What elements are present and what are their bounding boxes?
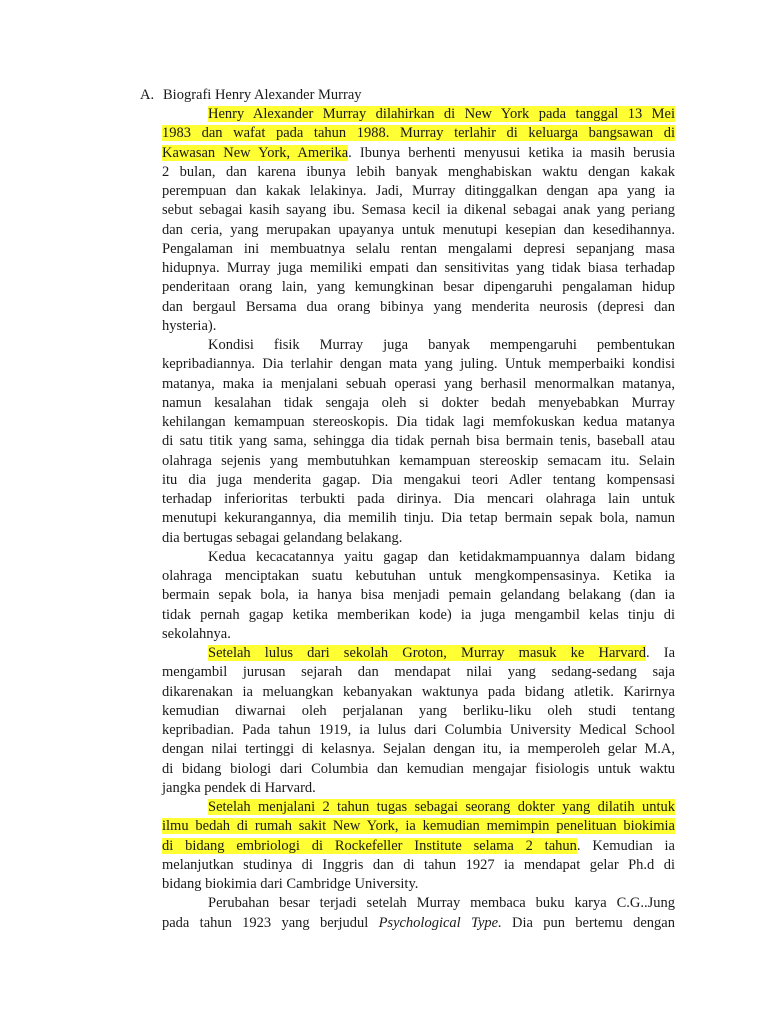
text-line <box>162 798 675 817</box>
highlighted-text: Setelah menjalani 2 tahun tugas sebagai seorang dokter yang dilatih untuk <box>208 799 675 815</box>
text-line <box>162 606 675 625</box>
text-line <box>162 837 675 856</box>
text-segment: penderitaan orang lain, yang kemungkinan besar dipengaruhi pengalaman hidup <box>162 279 675 296</box>
text-segment: 2 bulan, dan karena ibunya lebih banyak menghabiskan waktu dengan kakak <box>162 163 675 180</box>
text-line <box>162 317 675 336</box>
text-segment: sebut sebagai kasih sayang ibu. Semasa kecil ia dikenal sebagai anak yang periang <box>162 202 675 219</box>
text-segment: pada tahun 1923 yang berjudul <box>162 914 379 931</box>
text-line <box>162 817 675 836</box>
text-line <box>162 875 675 894</box>
text-line <box>162 702 675 721</box>
text-segment: Kedua kecacatannya yaitu gagap dan ketidakmampuannya dalam bidang <box>208 548 675 565</box>
text-line <box>162 663 675 682</box>
text-line <box>162 432 675 451</box>
highlighted-text: di bidang embriologi di Rockefeller Institute selama 2 tahun <box>162 837 577 854</box>
text-segment: namun kesalahan tidak sengaja oleh si dokter bedah menyebabkan Murray <box>162 394 675 411</box>
text-line <box>162 201 675 220</box>
text-line <box>162 779 675 798</box>
text-segment: . Ibunya berhenti menyusui ketika ia masih berusia <box>348 144 676 161</box>
text-line <box>162 683 675 702</box>
highlighted-text: 1983 dan wafat pada tahun 1988. Murray terlahir di keluarga bangsawan di <box>162 125 675 142</box>
text-segment: di satu titik yang sama, sehingga dia tidak pernah bisa bermain tenis, baseball atau <box>162 433 675 450</box>
text-line <box>162 105 675 124</box>
section-number: A. <box>140 87 155 103</box>
text-segment: dan ceria, yang merupakan upayanya untuk menutupi kesepian dan kesedihannya. <box>162 221 675 238</box>
section-title: Biografi Henry Alexander Murray <box>163 87 362 103</box>
text-segment: sekolahnya. <box>162 625 231 642</box>
text-line <box>162 413 675 432</box>
text-line <box>162 740 675 759</box>
text-segment: melanjutkan studinya di Inggris dan di tahun 1927 ia mendapat gelar Ph.d di <box>162 856 675 873</box>
text-line <box>162 471 675 490</box>
text-line <box>162 721 675 740</box>
text-segment: itu dia juga menderita gagap. Dia mengakui teori Adler tentang kompensasi <box>162 471 675 488</box>
text-segment: kepribadian. Pada tahun 1919, ia lulus dari Columbia University Medical School <box>162 722 675 738</box>
text-segment: Perubahan besar terjadi setelah Murray membaca buku karya C.G..Jung <box>208 895 675 912</box>
body-text <box>162 105 675 933</box>
text-line <box>162 182 675 201</box>
text-segment: bermain sepak bola, ia hanya bisa menjadi pemain gelandang belakang (dan ia <box>162 587 675 604</box>
text-segment: bidang biokimia dari Cambridge University. <box>162 876 419 892</box>
text-line <box>162 259 675 278</box>
text-line <box>162 856 675 875</box>
text-segment: . Kemudian ia <box>576 837 675 854</box>
text-line <box>162 894 675 913</box>
highlighted-text: Kawasan New York, Amerika <box>162 144 349 161</box>
text-segment: olahraga sejenis yang membutuhkan kemampuan stereoskip semacam itu. Selain <box>162 452 675 469</box>
text-line <box>162 394 675 413</box>
text-segment: terhadap inferioritas terbukti pada dirinya. Dia mencari olahraga lain untuk <box>162 491 675 507</box>
text-segment: hidupnya. Murray juga memiliki empati dan sensitivitas yang tidak biasa terhadap <box>162 260 675 276</box>
text-line <box>162 490 675 509</box>
text-segment: perempuan dan kakak lelakinya. Jadi, Murray ditinggalkan dengan apa yang ia <box>162 183 675 199</box>
text-line <box>162 278 675 297</box>
text-line <box>162 529 675 548</box>
text-line <box>162 221 675 240</box>
text-segment: dan bergaul Bersama dua orang bibinya yang menderita neurosis (depresi dan <box>162 298 675 315</box>
text-segment: jangka pendek di Harvard. <box>162 779 316 796</box>
text-segment: kehilangan kemampuan stereoskopis. Dia tidak lagi memfokuskan kedua matanya <box>162 414 675 430</box>
text-segment: olahraga menciptakan suatu kebutuhan untuk mengkompensasinya. Ketika ia <box>162 568 675 584</box>
text-line <box>162 144 675 163</box>
text-segment: dengan nilai tertinggi di kelasnya. Sejalan dengan itu, ia memperoleh gelar M.A, <box>162 741 675 758</box>
text-line <box>162 375 675 394</box>
text-segment: tidak pernah gagap ketika memberikan kode) ia juga mengambil kelas tinju di <box>162 606 675 623</box>
text-segment: dikarenakan ia meluangkan kebanyakan waktunya pada bidang atletik. Karirnya <box>162 683 675 700</box>
text-line <box>162 586 675 605</box>
text-line <box>162 163 675 182</box>
text-line <box>162 298 675 317</box>
highlighted-text: Setelah lulus dari sekolah Groton, Murray masuk ke Harvard <box>208 645 646 661</box>
text-segment: Pengalaman ini membuatnya selalu rentan mengalami depresi sepanjang masa <box>162 240 675 257</box>
text-line <box>162 452 675 471</box>
text-segment: Kondisi fisik Murray juga banyak mempengaruhi pembentukan <box>208 337 675 353</box>
text-line <box>162 625 675 644</box>
italic-text: Psychological Type. <box>378 914 502 931</box>
highlighted-text: ilmu bedah di rumah sakit New York, ia kemudian memimpin penelituan biokimia <box>162 818 675 835</box>
text-segment: menutupi kekurangannya, dia memilih tinju. Dia tetap bermain sepak bola, namun <box>162 510 675 527</box>
text-line <box>162 760 675 779</box>
text-line <box>162 240 675 259</box>
text-segment: di bidang biologi dari Columbia dan kemudian mengajar fisiologis untuk waktu <box>162 760 675 777</box>
text-line <box>162 548 675 567</box>
text-line <box>162 124 675 143</box>
text-line <box>162 644 675 663</box>
text-line <box>162 509 675 528</box>
text-segment: mengambil jurusan sejarah dan mendapat nilai yang sedang-sedang saja <box>162 664 675 681</box>
text-segment: kepribadiannya. Dia terlahir dengan mata yang juling. Untuk memperbaiki kondisi <box>162 356 675 373</box>
text-segment: . Ia <box>645 645 676 661</box>
text-segment: hysteria). <box>162 317 217 334</box>
text-segment: Dia pun bertemu dengan <box>501 914 675 931</box>
text-segment: dia bertugas sebagai gelandang belakang. <box>162 529 403 546</box>
text-line <box>162 914 675 933</box>
text-line <box>162 336 675 355</box>
highlighted-text: Henry Alexander Murray dilahirkan di New York pada tanggal 13 Mei <box>208 106 675 122</box>
section-heading <box>140 86 362 105</box>
text-line <box>162 355 675 374</box>
text-segment: kemudian diwarnai oleh perjalanan yang berliku-liku oleh studi tentang <box>162 702 675 719</box>
text-segment: matanya, maka ia menjalani sebuah operasi yang berhasil menormalkan matanya, <box>162 375 675 392</box>
text-line <box>162 567 675 586</box>
